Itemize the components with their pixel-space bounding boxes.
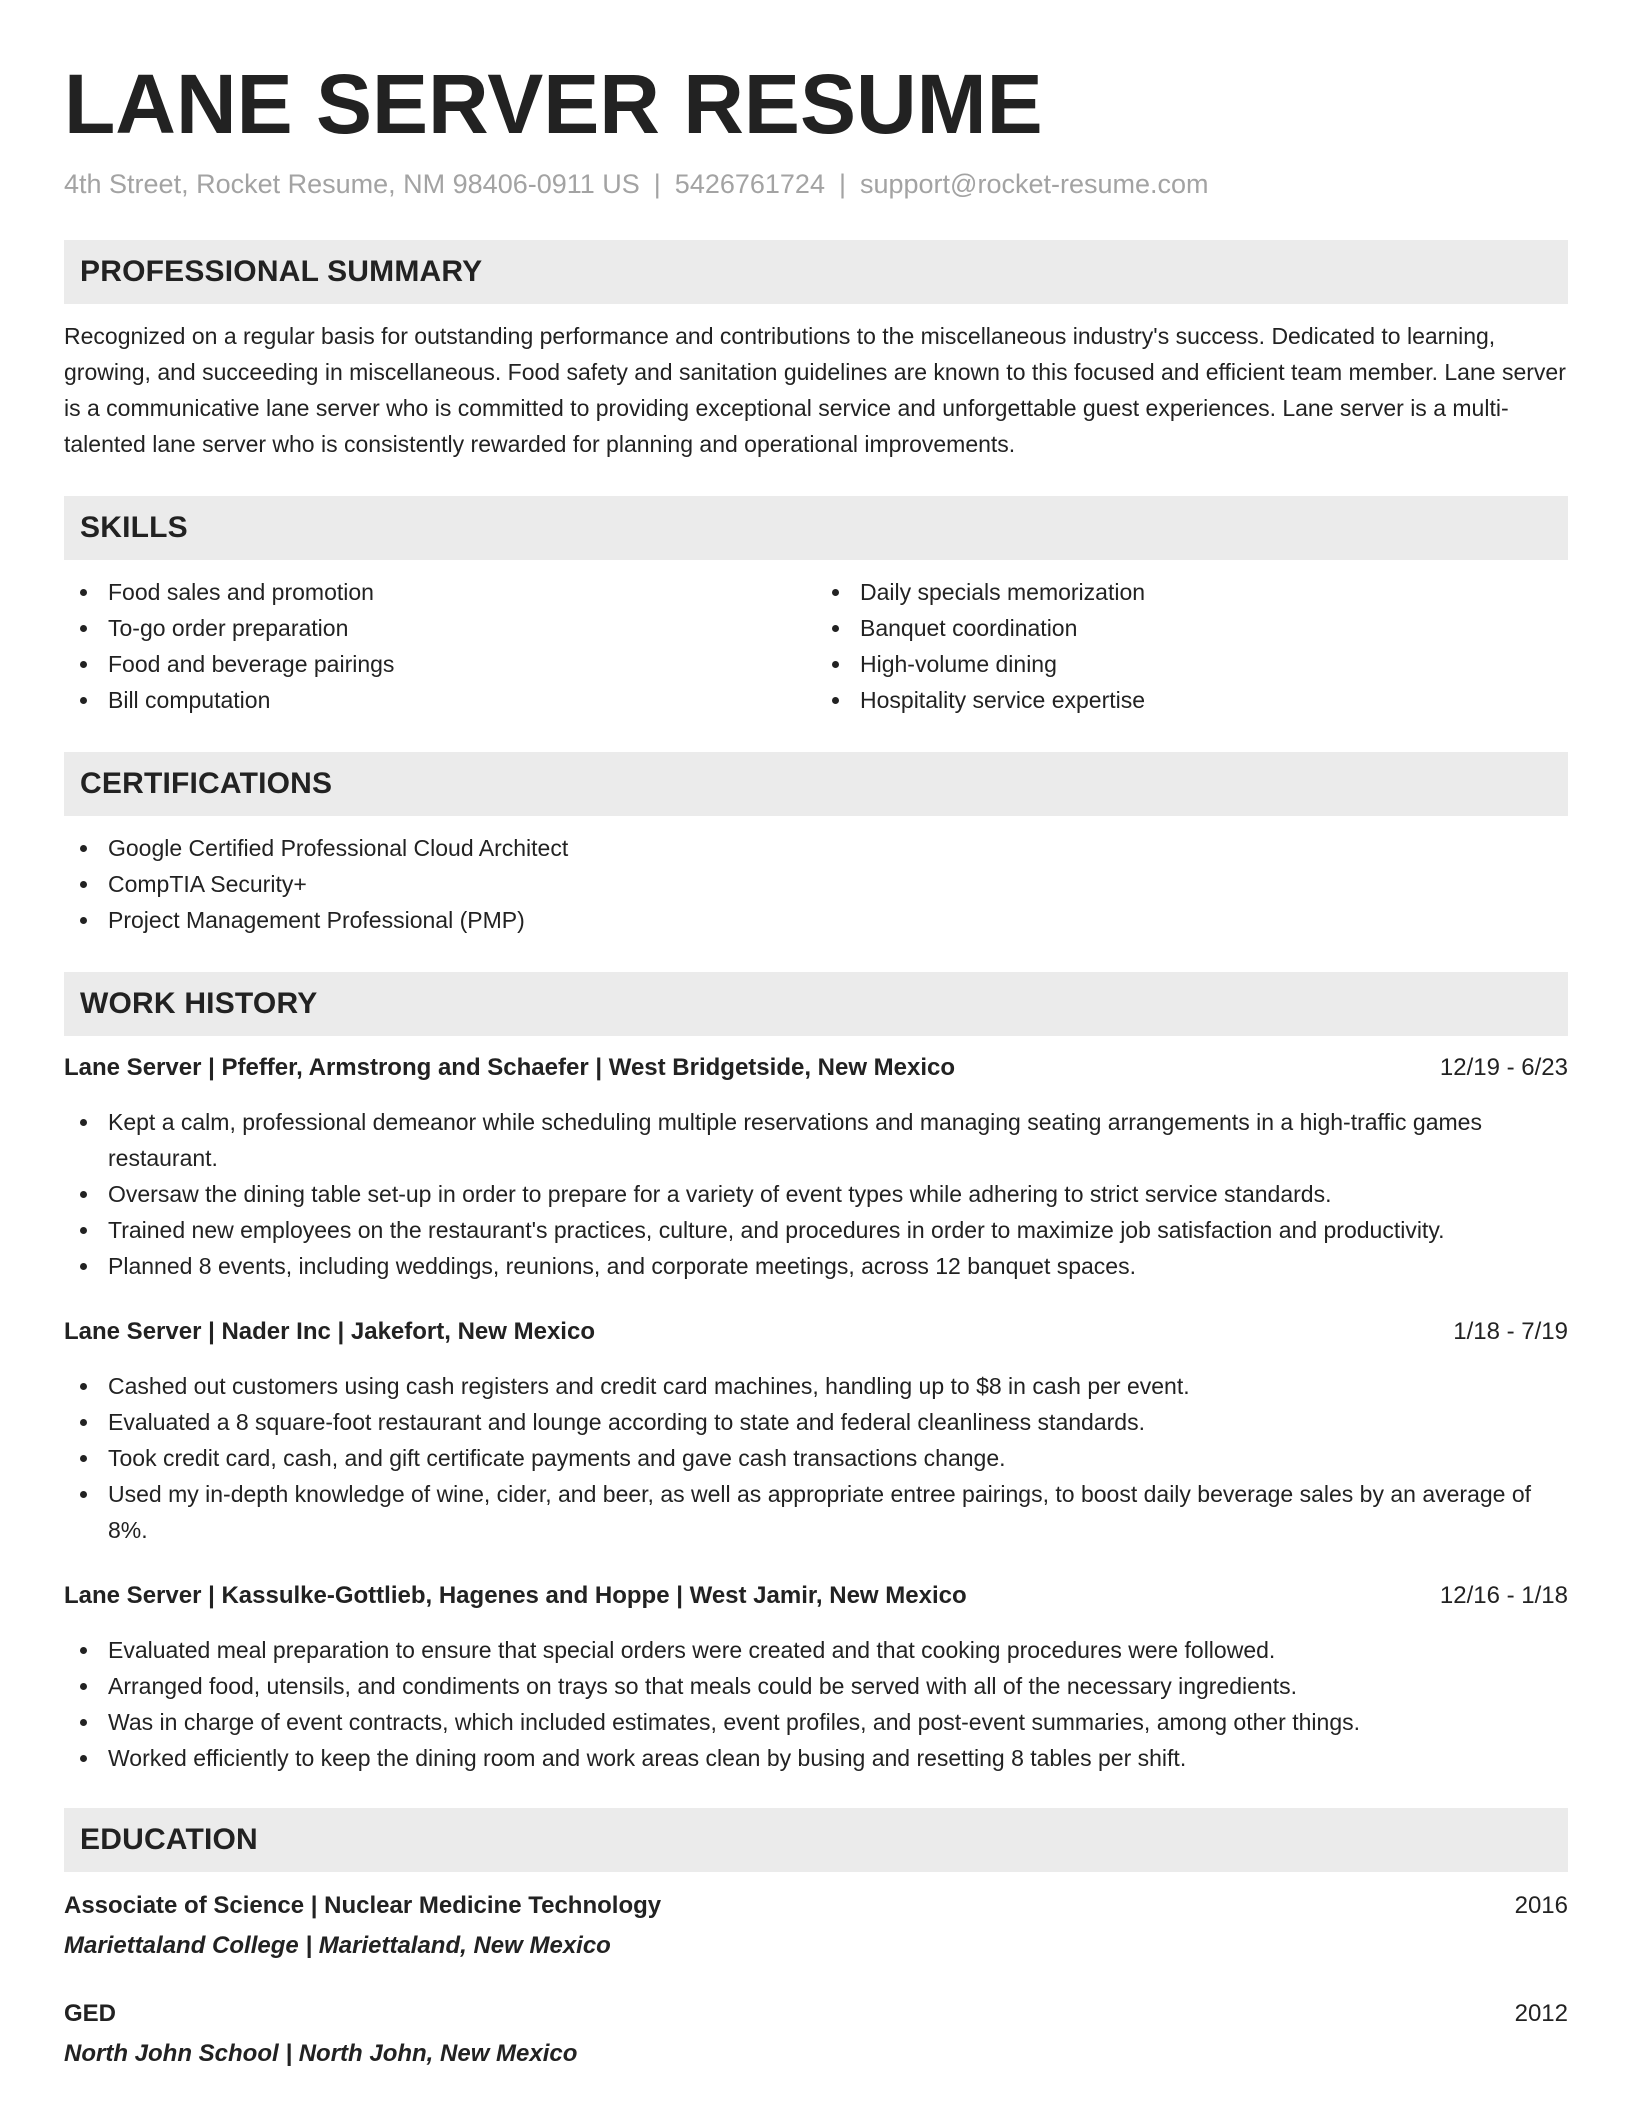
contact-phone: 5426761724	[674, 169, 825, 199]
job-dates: 1/18 - 7/19	[1453, 1318, 1568, 1345]
certification-item: Google Certified Professional Cloud Architect	[64, 830, 1568, 866]
education-header	[64, 1996, 1568, 2032]
job-bullet: Worked efficiently to keep the dining room and work areas clean by busing and resetting 8 tables per shift.	[64, 1740, 1568, 1776]
job-bullet: Was in charge of event contracts, which included estimates, event profiles, and post-event summaries, among other things.	[64, 1704, 1568, 1740]
certification-item: Project Management Professional (PMP)	[64, 902, 1568, 938]
summary-text: Recognized on a regular basis for outstanding performance and contributions to the miscellaneous industry's success. Dedicated to learning, growing, and succeeding in miscellaneous. Food safety and sanitation guidelines are known to this focused and efficient team member. Lane server is a communicative lane server who is committed to providing exceptional service and unforgettable guest experiences. Lane server is a multi-talented lane server who is consistently rewarded for planning and operational improvements.	[64, 323, 1566, 457]
section-heading-education: EDUCATION	[64, 1808, 1568, 1872]
education-year: 2012	[1514, 2000, 1568, 2027]
contact-separator: |	[838, 169, 846, 199]
certifications-list	[64, 830, 1568, 938]
skill-item: Hospitality service expertise	[816, 682, 1568, 718]
job-entry	[64, 1314, 1568, 1548]
job-header	[64, 1314, 1568, 1350]
job-bullet: Planned 8 events, including weddings, reunions, and corporate meetings, across 12 banquet spaces.	[64, 1248, 1568, 1284]
job-bullet: Trained new employees on the restaurant's practices, culture, and procedures in order to maximize job satisfaction and productivity.	[64, 1212, 1568, 1248]
certification-item: CompTIA Security+	[64, 866, 1568, 902]
skill-item: Food and beverage pairings	[64, 646, 816, 682]
job-bullet: Arranged food, utensils, and condiments on trays so that meals could be served with all of the necessary ingredients.	[64, 1668, 1568, 1704]
education-header	[64, 1888, 1568, 1924]
job-entry	[64, 1050, 1568, 1284]
job-header	[64, 1050, 1568, 1086]
skill-item: Bill computation	[64, 682, 816, 718]
job-entry	[64, 1578, 1568, 1776]
skill-item: Daily specials memorization	[816, 574, 1568, 610]
contact-address: 4th Street, Rocket Resume, NM 98406-0911 US	[64, 169, 640, 199]
education-school: North John School | North John, New Mexico	[64, 2040, 578, 2067]
section-heading-work-history: WORK HISTORY	[64, 972, 1568, 1036]
resume-title: LANE SERVER RESUME	[64, 57, 1043, 151]
job-bullet: Used my in-depth knowledge of wine, cider, and beer, as well as appropriate entree pairings, to boost daily beverage sales by an average of 8%.	[64, 1476, 1568, 1548]
job-bullet: Evaluated a 8 square-foot restaurant and lounge according to state and federal cleanliness standards.	[64, 1404, 1568, 1440]
job-title: Lane Server | Nader Inc | Jakefort, New Mexico	[64, 1318, 595, 1345]
education-degree: GED	[64, 2000, 117, 2027]
contact-separator: |	[653, 169, 661, 199]
job-bullet: Oversaw the dining table set-up in order to prepare for a variety of event types while adhering to strict service standards.	[64, 1176, 1568, 1212]
job-bullets	[64, 1368, 1568, 1548]
job-dates: 12/19 - 6/23	[1439, 1054, 1568, 1081]
section-heading-skills: SKILLS	[64, 496, 1568, 560]
section-heading-summary: PROFESSIONAL SUMMARY	[64, 240, 1568, 304]
skills-column-right	[816, 574, 1568, 718]
education-entry	[64, 1888, 1568, 1964]
contact-email[interactable]: support@rocket-resume.com	[859, 169, 1209, 199]
job-title: Lane Server | Kassulke-Gottlieb, Hagenes and Hoppe | West Jamir, New Mexico	[64, 1582, 967, 1609]
job-bullet: Took credit card, cash, and gift certificate payments and gave cash transactions change.	[64, 1440, 1568, 1476]
education-year: 2016	[1514, 1892, 1568, 1919]
skills-column-left	[64, 574, 816, 718]
job-dates: 12/16 - 1/18	[1439, 1582, 1568, 1609]
section-heading-certifications: CERTIFICATIONS	[64, 752, 1568, 816]
education-entry	[64, 1996, 1568, 2072]
education-school: Mariettaland College | Mariettaland, New Mexico	[64, 1932, 611, 1959]
job-header	[64, 1578, 1568, 1614]
skills-grid	[64, 574, 1568, 718]
job-title: Lane Server | Pfeffer, Armstrong and Schaefer | West Bridgetside, New Mexico	[64, 1054, 956, 1081]
skill-item: To-go order preparation	[64, 610, 816, 646]
skill-item: Food sales and promotion	[64, 574, 816, 610]
education-degree: Associate of Science | Nuclear Medicine Technology	[64, 1892, 662, 1919]
job-bullet: Evaluated meal preparation to ensure that special orders were created and that cooking procedures were followed.	[64, 1632, 1568, 1668]
job-bullet: Cashed out customers using cash registers and credit card machines, handling up to $8 in cash per event.	[64, 1368, 1568, 1404]
job-bullets	[64, 1632, 1568, 1776]
job-bullet: Kept a calm, professional demeanor while scheduling multiple reservations and managing seating arrangements in a high-traffic games restaurant.	[64, 1104, 1568, 1176]
job-bullets	[64, 1104, 1568, 1284]
skill-item: High-volume dining	[816, 646, 1568, 682]
contact-line	[64, 166, 1568, 202]
skill-item: Banquet coordination	[816, 610, 1568, 646]
